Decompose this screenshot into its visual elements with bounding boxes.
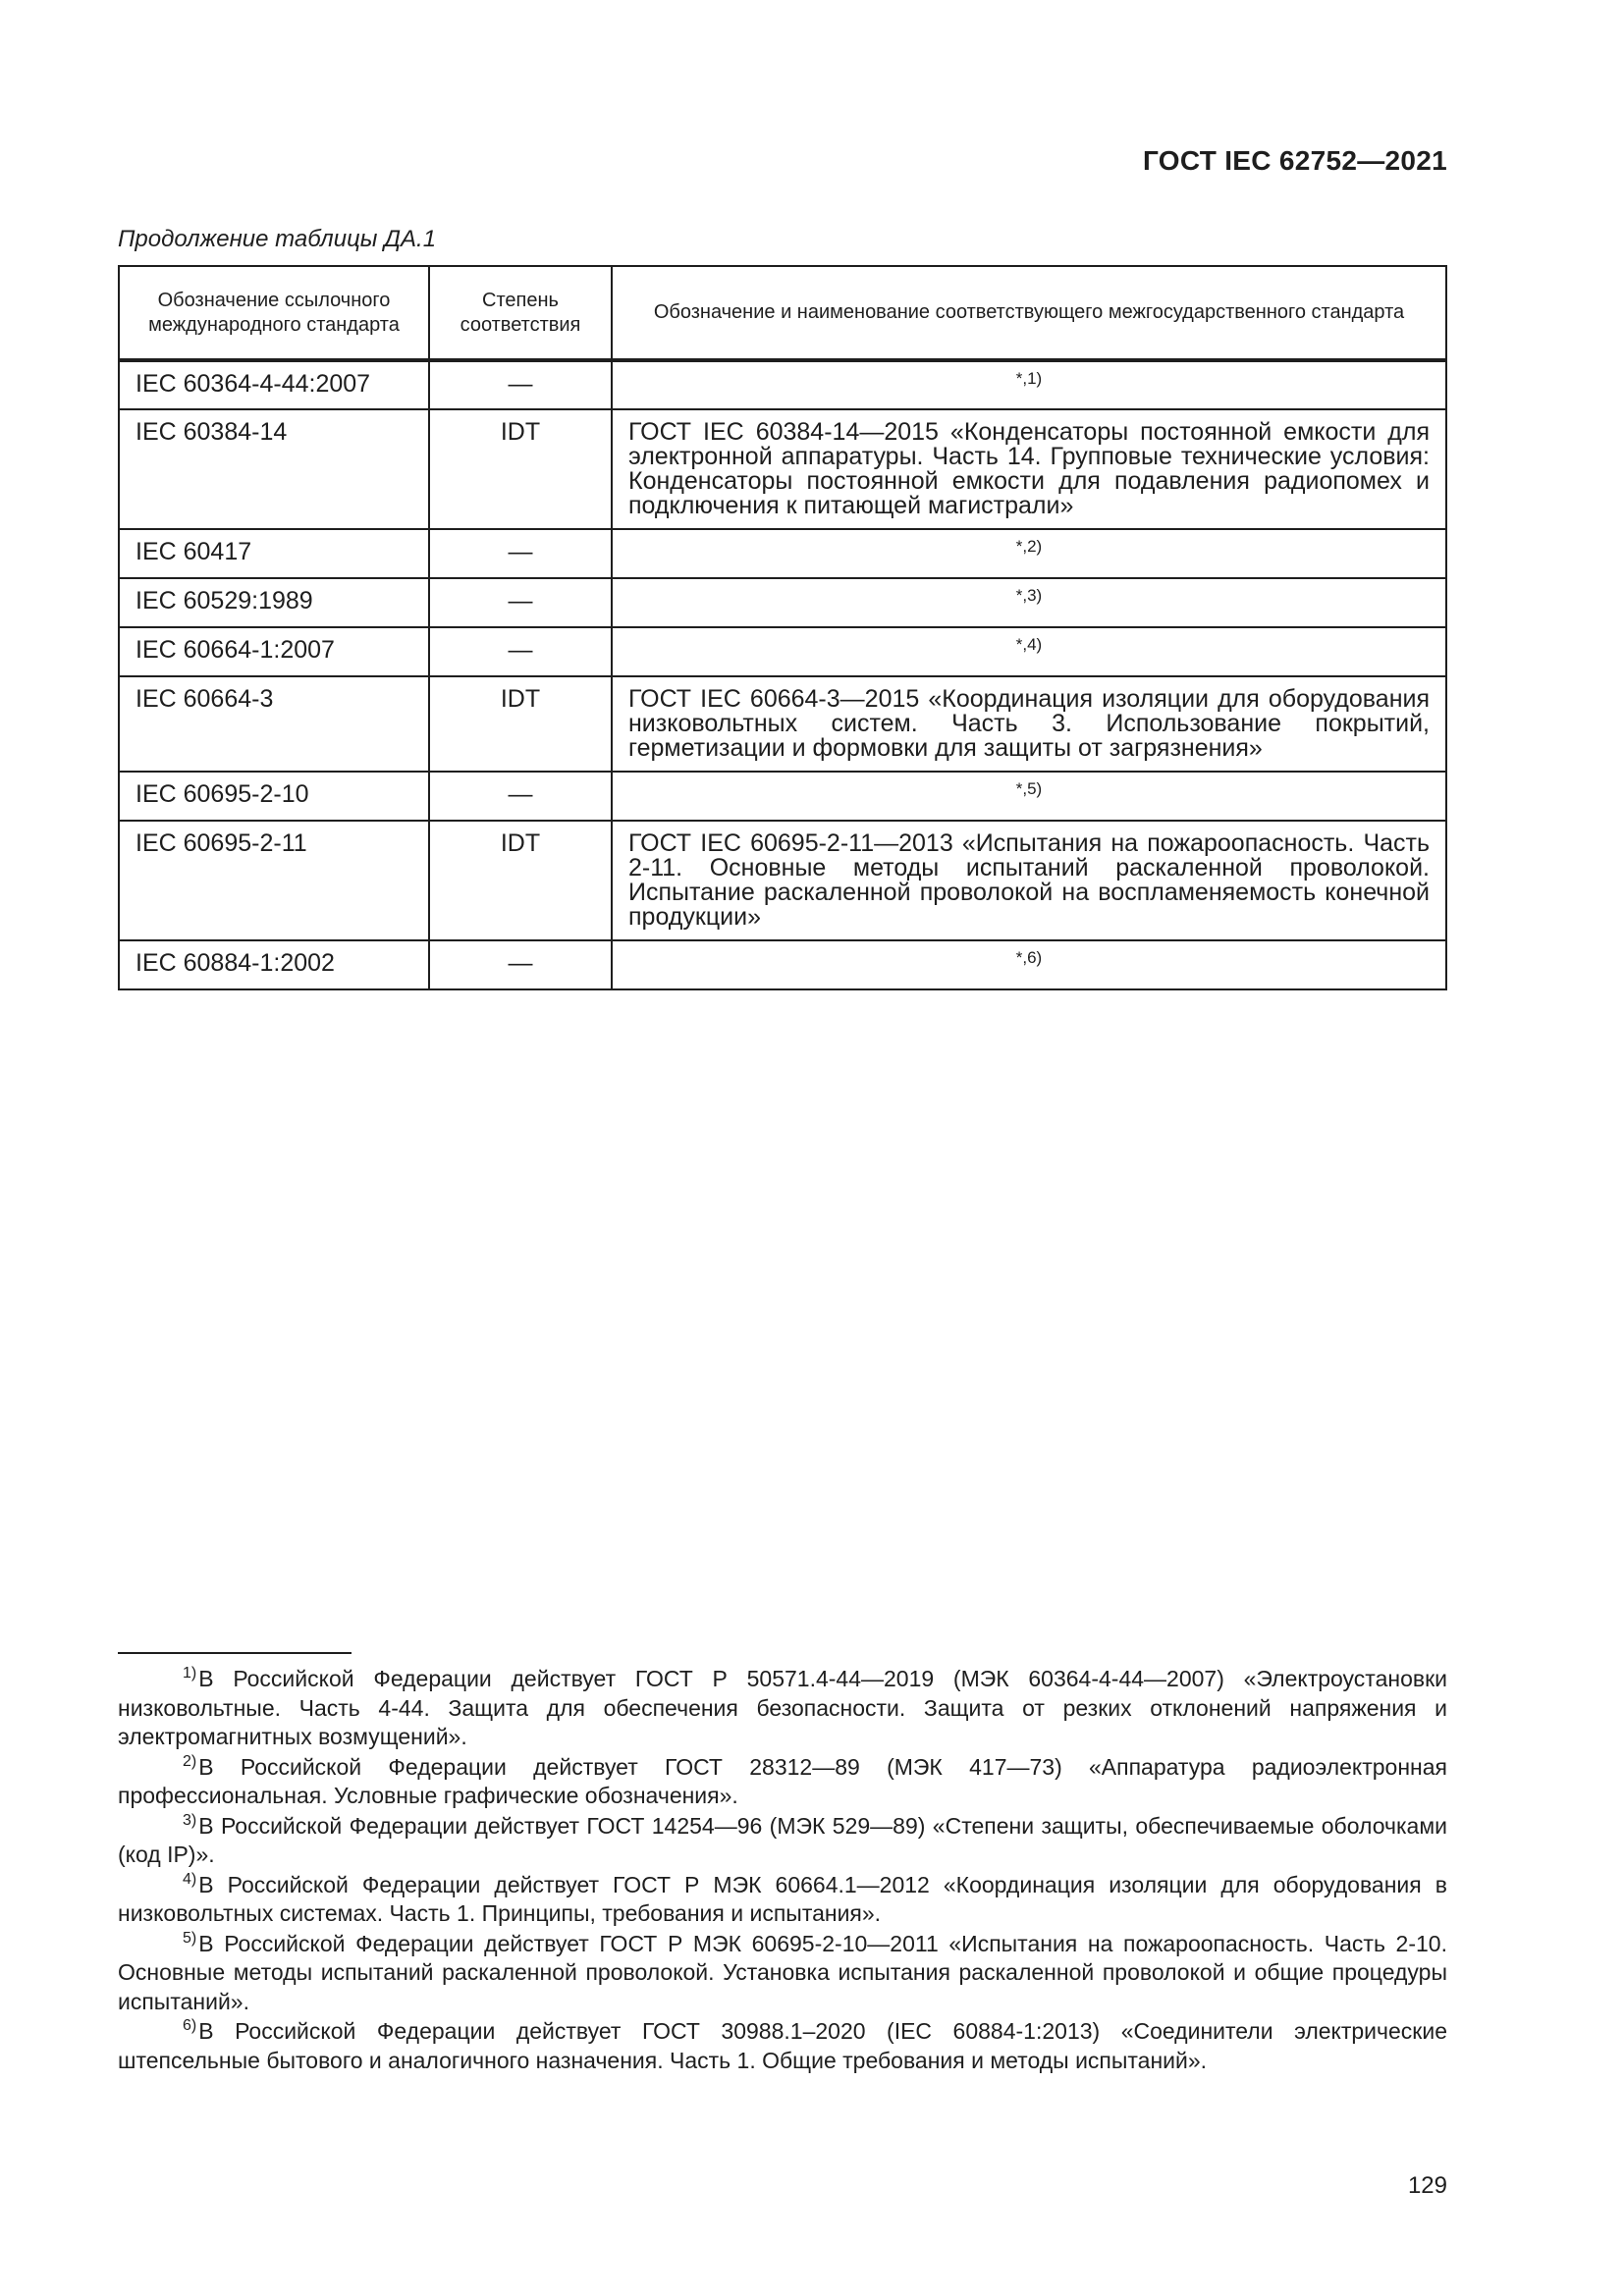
cell-degree: IDT xyxy=(429,676,612,772)
cell-footnote-reference: *,5) xyxy=(612,772,1446,821)
cell-reference: IEC 60529:1989 xyxy=(119,578,429,627)
cell-standard-name: ГОСТ IEC 60695-2-11—2013 «Испытания на пожароопасность. Часть 2-11. Основные методы испытаний раскаленной проволокой. Испытание раскаленной проволокой на воспламеняемость конечной продукции» xyxy=(612,821,1446,940)
footnote-item xyxy=(118,1871,1447,1929)
cell-reference: IEC 60384-14 xyxy=(119,409,429,529)
table-row xyxy=(119,409,1446,529)
footnote-item xyxy=(118,1930,1447,2017)
cell-reference: IEC 60364-4-44:2007 xyxy=(119,360,429,409)
footnote-text: В Российской Федерации действует ГОСТ 30988.1–2020 (IEC 60884-1:2013) «Соединители электрические штепсельные бытового и аналогичного назначения. Часть 1. Общие требования и методы испытаний». xyxy=(118,2018,1447,2073)
table-row xyxy=(119,940,1446,989)
footnote-mark: 3) xyxy=(183,1811,197,1829)
table-row xyxy=(119,676,1446,772)
cell-degree: — xyxy=(429,940,612,989)
cell-footnote-reference: *,6) xyxy=(612,940,1446,989)
reference-standards-table xyxy=(118,265,1447,990)
cell-standard-name: ГОСТ IEC 60384-14—2015 «Конденсаторы постоянной емкости для электронной аппаратуры. Часть 14. Групповые технические условия: Конденсаторы постоянной емкости для подавления радиопомех и подключения к питающей магистрали» xyxy=(612,409,1446,529)
cell-degree: — xyxy=(429,627,612,676)
cell-reference: IEC 60695-2-10 xyxy=(119,772,429,821)
footnote-text: В Российской Федерации действует ГОСТ Р 50571.4-44—2019 (МЭК 60364-4-44—2007) «Электроустановки низковольтные. Часть 4-44. Защита для обеспечения безопасности. Защита от резких отклонений напряжения и электромагнитных возмущений». xyxy=(118,1666,1447,1749)
cell-footnote-reference: *,2) xyxy=(612,529,1446,578)
cell-reference: IEC 60664-1:2007 xyxy=(119,627,429,676)
footnote-text: В Российской Федерации действует ГОСТ 28312—89 (МЭК 417—73) «Аппаратура радиоэлектронная профессиональная. Условные графические обозначения». xyxy=(118,1753,1447,1808)
footnote-mark: 5) xyxy=(183,1929,197,1947)
footnote-item xyxy=(118,1665,1447,1752)
cell-degree: IDT xyxy=(429,821,612,940)
footnote-item xyxy=(118,1753,1447,1811)
cell-reference: IEC 60417 xyxy=(119,529,429,578)
cell-degree: — xyxy=(429,529,612,578)
footnote-text: В Российской Федерации действует ГОСТ Р МЭК 60695-2-10—2011 «Испытания на пожароопасность. Часть 2-10. Основные методы испытаний раскаленной проволокой. Установка испытания раскаленной проволокой и общие процедуры испытаний». xyxy=(118,1930,1447,2014)
footnote-mark: 6) xyxy=(183,2017,197,2034)
column-header-interstate-standard: Обозначение и наименование соответствующего межгосударственного стандарта xyxy=(612,266,1446,360)
cell-degree: IDT xyxy=(429,409,612,529)
footnotes-section xyxy=(118,1665,1447,2076)
table-row xyxy=(119,772,1446,821)
table-row xyxy=(119,627,1446,676)
footnote-text: В Российской Федерации действует ГОСТ 14254—96 (МЭК 529—89) «Степени защиты, обеспечиваемые оболочками (код IP)». xyxy=(118,1812,1447,1867)
cell-footnote-reference: *,4) xyxy=(612,627,1446,676)
column-header-degree: Степень соответствия xyxy=(429,266,612,360)
page-number: 129 xyxy=(1407,2172,1447,2199)
table-caption: Продолжение таблицы ДА.1 xyxy=(118,226,437,252)
column-header-reference: Обозначение ссылочного международного стандарта xyxy=(119,266,429,360)
cell-degree: — xyxy=(429,360,612,409)
table-row xyxy=(119,578,1446,627)
cell-reference: IEC 60884-1:2002 xyxy=(119,940,429,989)
footnote-mark: 1) xyxy=(183,1665,197,1682)
footnote-mark: 4) xyxy=(183,1870,197,1888)
document-header-title: ГОСТ IEC 62752—2021 xyxy=(1143,145,1447,176)
cell-degree: — xyxy=(429,578,612,627)
cell-footnote-reference: *,3) xyxy=(612,578,1446,627)
table-row xyxy=(119,360,1446,409)
footnote-text: В Российской Федерации действует ГОСТ Р МЭК 60664.1—2012 «Координация изоляции для оборудования в низковольтных системах. Часть 1. Принципы, требования и испытания». xyxy=(118,1871,1447,1926)
footnote-mark: 2) xyxy=(183,1752,197,1770)
footnote-separator xyxy=(118,1652,352,1654)
cell-reference: IEC 60695-2-11 xyxy=(119,821,429,940)
cell-reference: IEC 60664-3 xyxy=(119,676,429,772)
cell-standard-name: ГОСТ IEC 60664-3—2015 «Координация изоляции для оборудования низковольтных систем. Часть 3. Использование покрытий, герметизации и формовки для защиты от загрязнения» xyxy=(612,676,1446,772)
footnote-item xyxy=(118,1812,1447,1870)
table-row xyxy=(119,821,1446,940)
cell-footnote-reference: *,1) xyxy=(612,360,1446,409)
cell-degree: — xyxy=(429,772,612,821)
footnote-item xyxy=(118,2017,1447,2075)
table-header-row xyxy=(119,266,1446,360)
table-row xyxy=(119,529,1446,578)
